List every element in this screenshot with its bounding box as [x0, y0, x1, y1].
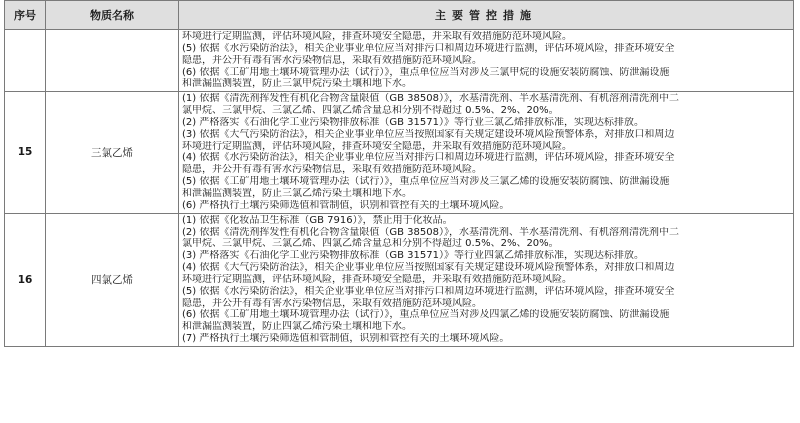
- measure-line: 隐患，并公开有毒有害水污染物信息，采取有效措施防范环境风险。: [182, 54, 482, 66]
- measure-line: (6) 依据《工矿用地土壤环境管理办法（试行）》，重点单位应当对涉及四氯乙烯的设施安装防腐蚀、防泄漏设施: [182, 309, 670, 321]
- measure-line: (6) 依据《工矿用地土壤环境管理办法（试行）》，重点单位应当对涉及三氯甲烷的设施安装防腐蚀、防泄漏设施: [182, 66, 670, 78]
- measure-line: 和泄漏监测装置，防止四氯乙烯污染土壤和地下水。: [182, 321, 412, 333]
- serial-number-cell: 15: [5, 92, 46, 213]
- substance-name-cell: 三氯乙烯: [46, 92, 179, 213]
- table-row: [5, 92, 794, 213]
- control-measures-table: [4, 0, 794, 347]
- table-header-row: [5, 1, 794, 30]
- table-row: [5, 213, 794, 346]
- serial-number-cell: 16: [5, 213, 46, 346]
- measure-line: 氯甲烷、三氯甲烷、三氯乙烯、四氯乙烯含量总和分别不得超过 0.5%、2%、20%。: [182, 105, 559, 117]
- measure-line: 和泄漏监测装置，防止三氯甲烷污染土壤和地下水。: [182, 78, 412, 90]
- table-body: [5, 30, 794, 347]
- measure-line: 隐患，并公开有毒有害水污染物信息，采取有效措施防范环境风险。: [182, 164, 482, 176]
- measure-line: (7) 严格执行土壤污染筛选值和管制值，识别和管控有关的土壤环境风险。: [182, 333, 510, 345]
- measure-line: (4) 依据《大气污染防治法》，相关企业事业单位应当按照国家有关规定建设环境风险预警体系，对排放口和周边: [182, 262, 675, 274]
- measure-line: (5) 依据《水污染防治法》，相关企业事业单位应当对排污口和周边环境进行监测，评估环境风险，排查环境安全: [182, 285, 675, 297]
- header-serial-no: 序号: [5, 1, 46, 30]
- measure-line: 环境进行定期监测，评估环境风险，排查环境安全隐患，并采取有效措施防范环境风险。: [182, 31, 572, 42]
- measure-line: (5) 依据《工矿用地土壤环境管理办法（试行）》，重点单位应当对涉及三氯乙烯的设施安装防腐蚀、防泄漏设施: [182, 176, 670, 188]
- header-substance-name: 物质名称: [46, 1, 179, 30]
- measure-line: 氯甲烷、三氯甲烷、三氯乙烯、四氯乙烯含量总和分别不得超过 0.5%、2%、20%。: [182, 238, 559, 250]
- measure-line: 环境进行定期监测，评估环境风险，排查环境安全隐患，并采取有效措施防范环境风险。: [182, 273, 572, 285]
- serial-number-cell: [5, 30, 46, 92]
- measures-cell: [179, 213, 794, 346]
- measure-line: 隐患，并公开有毒有害水污染物信息，采取有效措施防范环境风险。: [182, 297, 482, 309]
- table-row: [5, 30, 794, 92]
- measure-line: (5) 依据《水污染防治法》，相关企业事业单位应当对排污口和周边环境进行监测，评估环境风险，排查环境安全: [182, 42, 675, 54]
- measure-line: 环境进行定期监测，评估环境风险，排查环境安全隐患，并采取有效措施防范环境风险。: [182, 140, 572, 152]
- measure-line: (6) 严格执行土壤污染筛选值和管制值，识别和管控有关的土壤环境风险。: [182, 199, 510, 211]
- substance-name-cell: 四氯乙烯: [46, 213, 179, 346]
- measure-line: (3) 依据《大气污染防治法》，相关企业事业单位应当按照国家有关规定建设环境风险预警体系，对排放口和周边: [182, 128, 675, 140]
- measure-line: (1) 依据《化妆品卫生标准（GB 7916）》，禁止用于化妆品。: [182, 214, 453, 226]
- measure-line: (4) 依据《水污染防治法》，相关企业事业单位应当对排污口和周边环境进行监测，评估环境风险，排查环境安全: [182, 152, 675, 164]
- header-main-measures: 主要管控措施: [179, 1, 794, 30]
- measure-line: (2) 依据《清洗剂挥发性有机化合物含量限值（GB 38508）》，水基清洗剂、半水基清洗剂、有机溶剂清洗剂中二: [182, 226, 679, 238]
- measure-line: (3) 严格落实《石油化学工业污染物排放标准（GB 31571）》等行业四氯乙烯排放标准，实现达标排放。: [182, 250, 644, 262]
- measure-line: (2) 严格落实《石油化学工业污染物排放标准（GB 31571）》等行业三氯乙烯排放标准，实现达标排放。: [182, 116, 644, 128]
- measure-line: 和泄漏监测装置，防止三氯乙烯污染土壤和地下水。: [182, 187, 412, 199]
- substance-name-cell: [46, 30, 179, 92]
- measures-cell: [179, 30, 794, 92]
- measures-cell: [179, 92, 794, 213]
- measure-line: (1) 依据《清洗剂挥发性有机化合物含量限值（GB 38508）》，水基清洗剂、半水基清洗剂、有机溶剂清洗剂中二: [182, 93, 679, 105]
